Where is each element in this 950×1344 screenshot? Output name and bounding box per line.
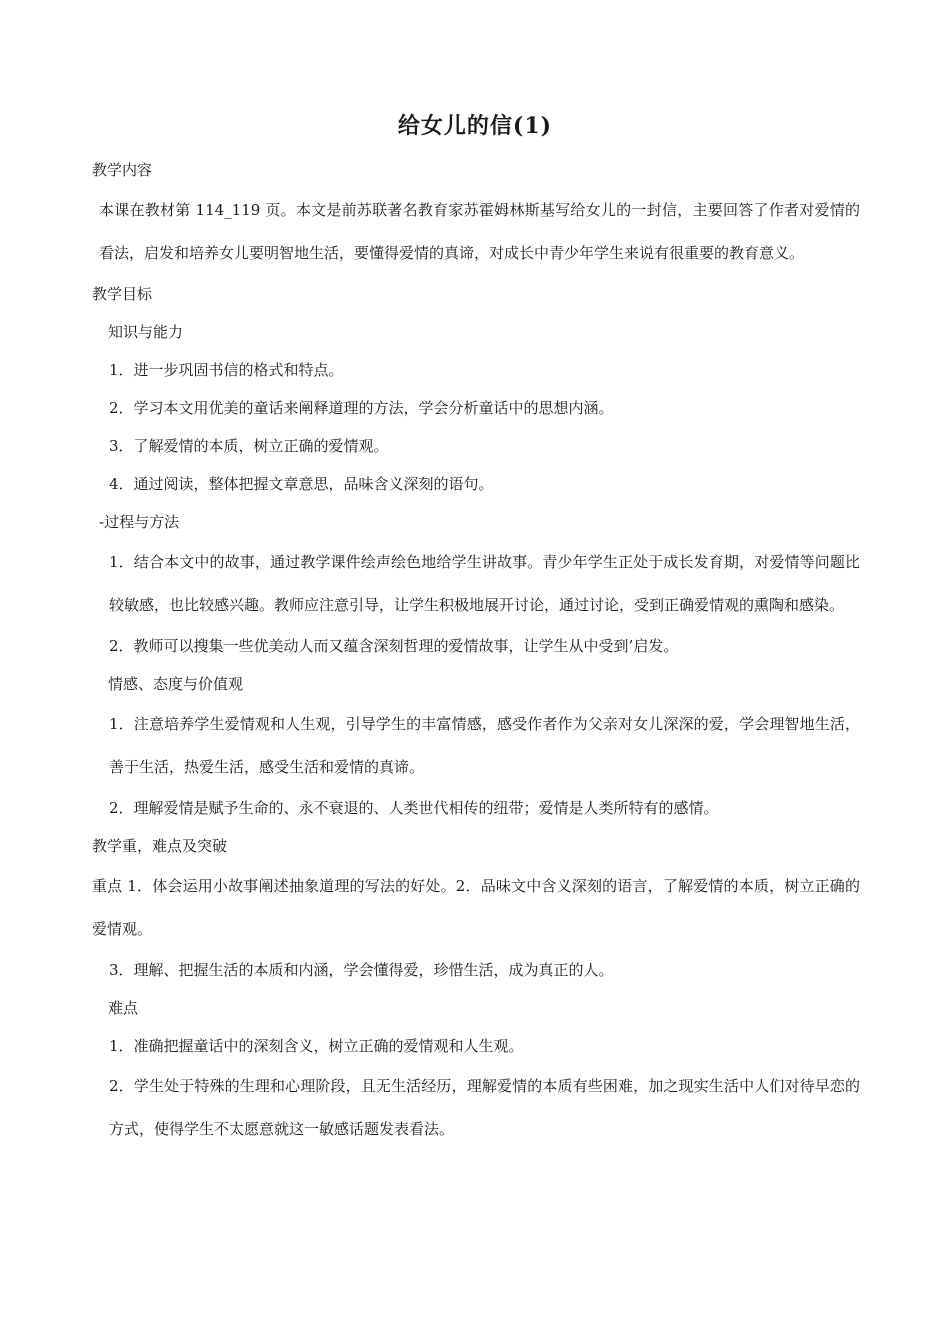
document-body (92, 151, 860, 1151)
list-item: 2．学习本文用优美的童话来阐释道理的方法，学会分析童话中的思想内涵。 (109, 399, 614, 417)
paragraph-content-intro: 本课在教材第 114_119 页。本文是前苏联著名教育家苏霍姆林斯基写给女儿的一封信，主要回答了作者对爱情的看法，启发和培养女儿要明智地生活，要懂得爱情的真谛，对成长中青少年学生来说有很重要的教育意义。 (99, 201, 860, 262)
subheading-values: 情感、态度与价值观 (108, 675, 244, 693)
paragraph-key-points: 重点 1．体会运用小故事阐述抽象道理的写法的好处。2．品味文中含义深刻的语言，了解爱情的本质，树立正确的爱情观。 (92, 877, 860, 938)
list-item: 3．了解爱情的本质，树立正确的爱情观。 (109, 437, 389, 455)
section-heading-key-points: 教学重，难点及突破 (92, 837, 228, 855)
list-item: 1．注意培养学生爱情观和人生观，引导学生的丰富情感，感受作者作为父亲对女儿深深的爱，学会理智地生活，善于生活，热爱生活，感受生活和爱情的真谛。 (109, 715, 860, 776)
document-title: 给女儿的信(1) (397, 113, 553, 139)
list-item: 4．通过阅读，整体把握文章意思，品味含义深刻的语句。 (109, 475, 494, 493)
list-item: 1．结合本文中的故事，通过教学课件绘声绘色地给学生讲故事。青少年学生正处于成长发育期，对爱情等问题比较敏感，也比较感兴趣。教师应注意引导，让学生积极地展开讨论，通过讨论，受到正确爱情观的熏陶和感染。 (109, 553, 860, 614)
section-heading-goals: 教学目标 (92, 285, 153, 303)
list-item: 2．学生处于特殊的生理和心理阶段，且无生活经历，理解爱情的本质有些困难，加之现实生活中人们对待早恋的方式，使得学生不太愿意就这一敏感话题发表看法。 (109, 1077, 860, 1138)
list-item: 1．进一步巩固书信的格式和特点。 (109, 361, 344, 379)
subheading-difficulties: 难点 (108, 999, 139, 1017)
section-heading-content: 教学内容 (92, 161, 153, 179)
list-item: 2．教师可以搜集一些优美动人而又蕴含深刻哲理的爱情故事，让学生从中受到’启发。 (109, 637, 679, 655)
list-item: 1．准确把握童话中的深刻含义，树立正确的爱情观和人生观。 (109, 1037, 524, 1055)
list-item: 3．理解、把握生活的本质和内涵，学会懂得爱，珍惜生活，成为真正的人。 (109, 961, 614, 979)
list-item: 2．理解爱情是赋予生命的、永不衰退的、人类世代相传的纽带；爱情是人类所特有的感情。 (109, 799, 719, 817)
subheading-process: -过程与方法 (99, 513, 180, 531)
subheading-knowledge: 知识与能力 (108, 323, 184, 341)
